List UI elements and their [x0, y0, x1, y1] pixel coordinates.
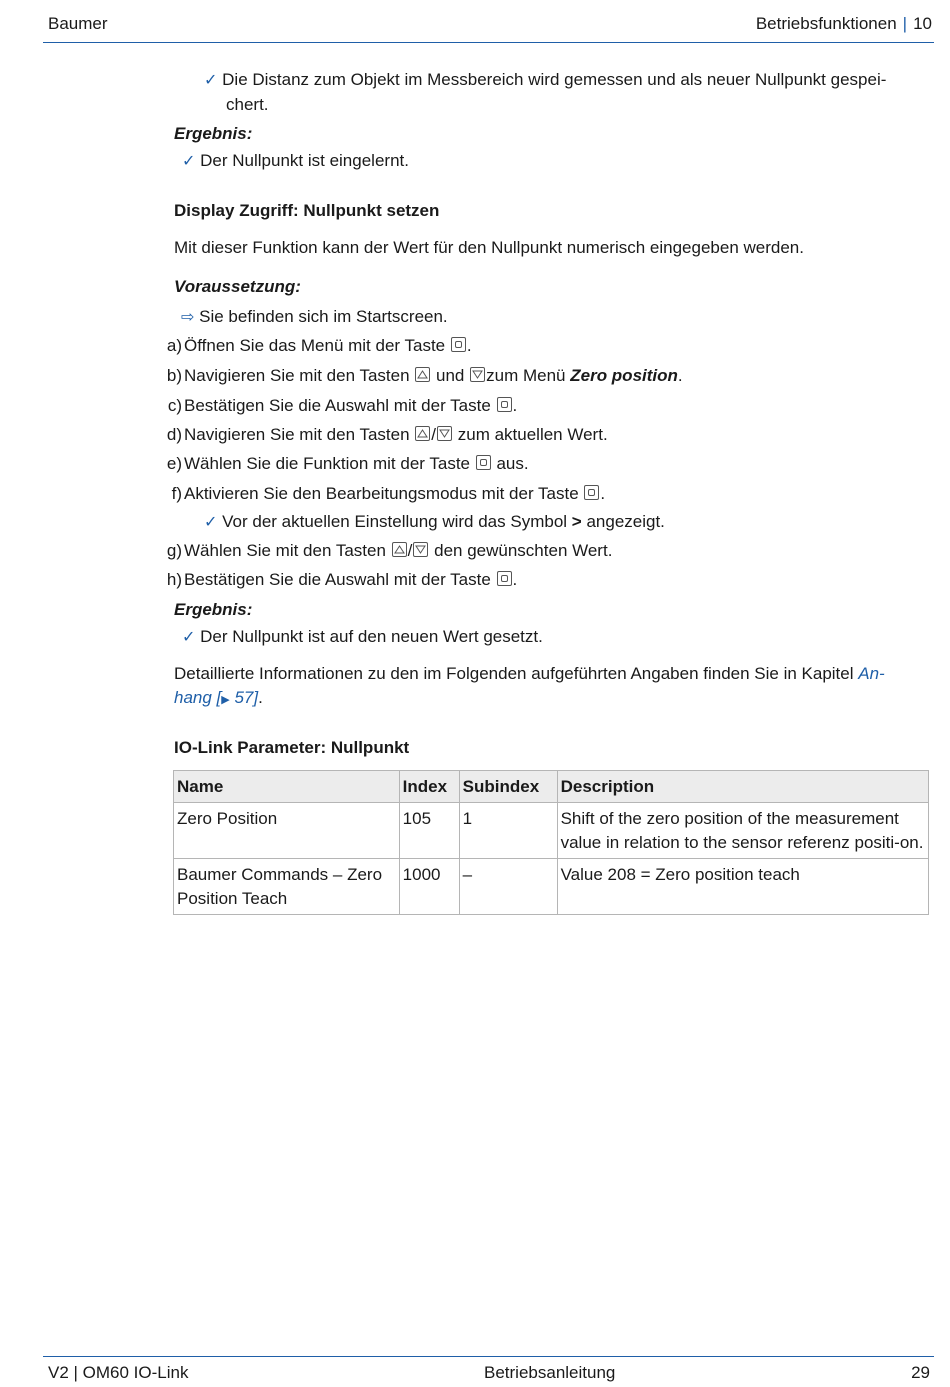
col-header-description: Description [557, 771, 928, 803]
footer-version: V2 | OM60 IO-Link [48, 1363, 189, 1382]
step-g [152, 541, 612, 561]
cell-subindex: – [459, 859, 557, 915]
enter-key-icon [584, 485, 599, 500]
col-header-index: Index [399, 771, 459, 803]
step-h-end: . [512, 570, 518, 589]
header-brand: Baumer [48, 14, 108, 33]
step-b-text: Navigieren Sie mit den Tasten [184, 366, 410, 385]
step-f-result-end: angezeigt. [586, 512, 665, 531]
step-h-letter: h) [166, 570, 182, 589]
step-e [152, 454, 529, 474]
check-icon: ✓ [204, 72, 218, 89]
top-step-text1: Die Distanz zum Objekt im Messbereich wird gemessen und als neuer Nullpunkt gespei- [222, 70, 887, 89]
step-c-end: . [512, 396, 518, 415]
step-f [152, 484, 605, 504]
check-icon: ✓ [204, 514, 218, 531]
step-b-letter: b) [166, 366, 182, 385]
step-a-end: . [466, 336, 472, 355]
enter-key-icon [476, 455, 491, 470]
result2-line [182, 627, 543, 647]
table-header-row [174, 771, 929, 803]
step-g-text: Wählen Sie mit den Tasten [184, 541, 386, 560]
cell-name: Zero Position [174, 803, 400, 859]
prereq-line [181, 307, 448, 327]
footer-rule [43, 1356, 934, 1357]
step-c [152, 396, 517, 416]
up-key-icon [392, 542, 407, 557]
step-b-menu: Zero position [570, 366, 678, 385]
step-f-result-text: Vor der aktuellen Einstellung wird das Symbol [222, 512, 568, 531]
footer-page-number: 29 [911, 1363, 930, 1382]
table-row [174, 803, 929, 859]
io-link-parameter-table [173, 770, 929, 915]
section1-intro: Mit dieser Funktion kann der Wert für den Nullpunkt numerisch eingegeben werden. [174, 238, 804, 257]
enter-key-icon [497, 397, 512, 412]
down-key-icon [413, 542, 428, 557]
result1-line [182, 151, 409, 171]
link-arrow-icon: ▶ [221, 694, 230, 706]
chapter-link-page[interactable]: 57] [234, 688, 259, 707]
arrow-right-icon: ⇨ [181, 309, 195, 326]
result1-text: Der Nullpunkt ist eingelernt. [200, 151, 409, 170]
check-icon: ✓ [182, 629, 196, 646]
header-chapter [756, 14, 932, 34]
step-h-text: Bestätigen Sie die Auswahl mit der Taste [184, 570, 491, 589]
detail-text: Detaillierte Informationen zu den im Folgenden aufgeführten Angaben finden Sie in Kapitel [174, 664, 854, 683]
header-rule [43, 42, 934, 43]
step-d-text: Navigieren Sie mit den Tasten [184, 425, 410, 444]
down-key-icon [470, 367, 485, 382]
step-e-text: Wählen Sie die Funktion mit der Taste [184, 454, 470, 473]
step-d-slash: / [431, 425, 437, 444]
detail-end: . [258, 688, 263, 707]
step-f-letter: f) [171, 484, 182, 503]
enter-key-icon [451, 337, 466, 352]
cell-index: 1000 [399, 859, 459, 915]
detail-line1 [174, 664, 885, 684]
detail-line2 [174, 688, 263, 708]
result2-label: Ergebnis: [174, 600, 253, 619]
step-d-end: zum aktuellen Wert. [457, 425, 608, 444]
step-a [152, 336, 472, 356]
cell-description: Value 208 = Zero position teach [557, 859, 928, 915]
step-g-slash: / [407, 541, 413, 560]
table-row [174, 859, 929, 915]
top-step-line1 [204, 70, 886, 90]
section1-heading: Display Zugriff: Nullpunkt setzen [174, 201, 440, 220]
step-f-end: . [600, 484, 606, 503]
step-h [152, 570, 517, 590]
step-f-result-symbol: > [571, 512, 582, 531]
cell-description: Shift of the zero position of the measurement value in relation to the sensor referenz positi-on. [557, 803, 928, 859]
header-chapter-number: 10 [913, 14, 932, 33]
cell-index: 105 [399, 803, 459, 859]
step-a-text: Öffnen Sie das Menü mit der Taste [184, 336, 446, 355]
step-b [152, 366, 683, 386]
result1-label: Ergebnis: [174, 124, 253, 143]
enter-key-icon [497, 571, 512, 586]
down-key-icon [437, 426, 452, 441]
step-d [152, 425, 608, 445]
step-c-text: Bestätigen Sie die Auswahl mit der Taste [184, 396, 491, 415]
step-e-letter: e) [166, 454, 182, 473]
chapter-link-part1[interactable]: An- [858, 664, 885, 683]
footer-doc-title: Betriebsanleitung [484, 1363, 616, 1382]
step-e-end: aus. [496, 454, 529, 473]
step-g-letter: g) [166, 541, 182, 560]
up-key-icon [415, 367, 430, 382]
up-key-icon [415, 426, 430, 441]
step-f-text: Aktivieren Sie den Bearbeitungsmodus mit der Taste [184, 484, 579, 503]
step-c-letter: c) [167, 396, 182, 415]
step-f-result [204, 512, 665, 532]
chapter-link-part2[interactable]: hang [ [174, 688, 222, 707]
prereq-label: Voraussetzung: [174, 277, 301, 296]
section2-heading: IO-Link Parameter: Nullpunkt [174, 738, 410, 757]
step-b-text2: zum Menü [486, 366, 566, 385]
top-step-text2: chert. [226, 95, 269, 114]
cell-subindex: 1 [459, 803, 557, 859]
step-d-letter: d) [166, 425, 182, 444]
prereq-text: Sie befinden sich im Startscreen. [199, 307, 448, 326]
col-header-name: Name [174, 771, 400, 803]
step-a-letter: a) [166, 336, 182, 355]
header-separator: | [902, 14, 908, 33]
result2-text: Der Nullpunkt ist auf den neuen Wert gesetzt. [200, 627, 543, 646]
header-chapter-title: Betriebsfunktionen [755, 14, 897, 33]
cell-name: Baumer Commands – Zero Position Teach [174, 859, 400, 915]
col-header-subindex: Subindex [459, 771, 557, 803]
step-g-end: den gewünschten Wert. [434, 541, 613, 560]
check-icon: ✓ [182, 153, 196, 170]
step-b-und: und [436, 366, 465, 385]
step-b-end: . [677, 366, 683, 385]
